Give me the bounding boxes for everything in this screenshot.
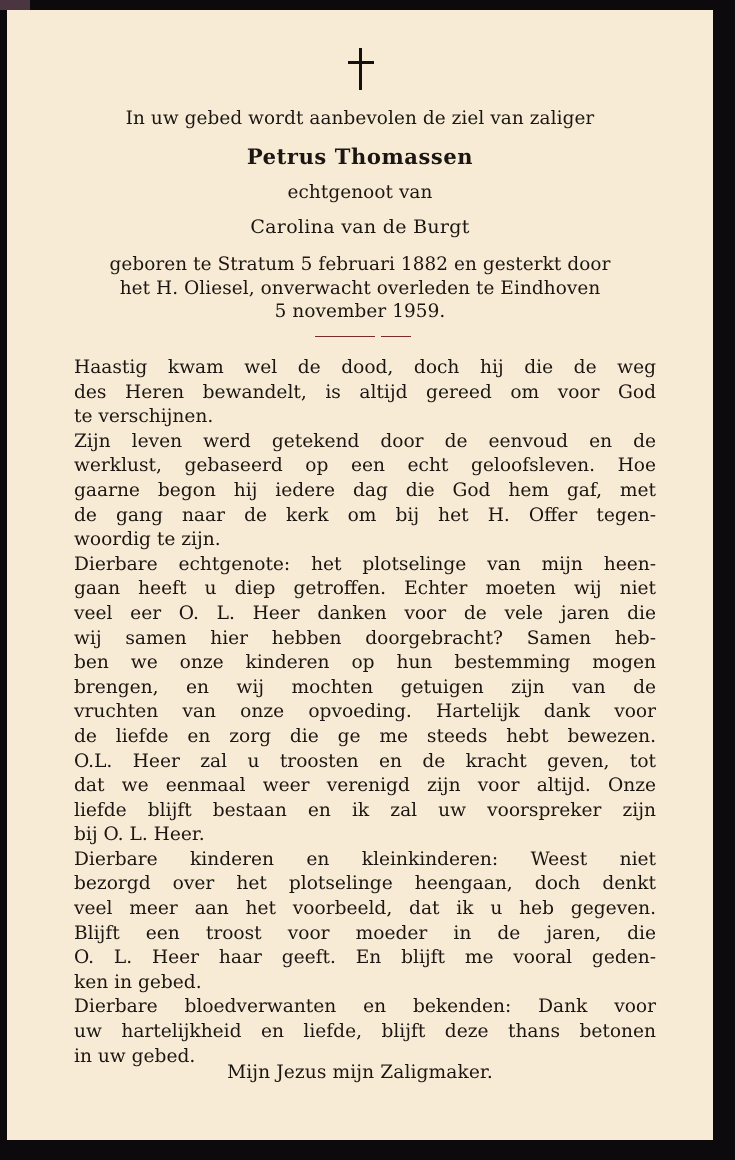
body-line: bij O. L. Heer. [74, 824, 205, 846]
body-line: Dierbare echtgenote: het plotselinge van mijn heen- [74, 553, 656, 575]
body-line: vruchten van onze opvoeding. Hartelijk dank voor [74, 701, 656, 723]
relation-text: echtgenoot van [287, 182, 433, 203]
details-line-3: 5 november 1959. [274, 301, 446, 322]
memorial-card [7, 10, 713, 1140]
details-line-2: het H. Oliesel, onverwacht overleden te Eindhoven [119, 278, 601, 299]
intro-text: In uw gebed wordt aanbevolen de ziel van zaliger [125, 108, 595, 129]
deceased-name: Petrus Thomassen [246, 144, 474, 169]
body-line: ken in gebed. [74, 971, 202, 993]
body-text [74, 356, 656, 1069]
body-line: liefde blijft bestaan en ik zal uw voorspreker zijn [74, 799, 656, 821]
body-line: Blijft een troost voor moeder in de jaren, die [74, 922, 656, 944]
body-line: de liefde en zorg die ge me steeds hebt bewezen. [74, 725, 656, 747]
body-line: brengen, en wij mochten getuigen zijn van de [74, 676, 656, 698]
details-line-1: geboren te Stratum 5 februari 1882 en gesterkt door [109, 254, 611, 275]
body-line: te verschijnen. [74, 406, 214, 428]
body-line: Zijn leven werd getekend door de eenvoud en de [74, 430, 656, 452]
body-line: Haastig kwam wel de dood, doch hij die de weg [74, 357, 656, 378]
body-line: des Heren bewandelt, is altijd gereed om voor God [74, 381, 656, 403]
body-line: Dierbare kinderen en kleinkinderen: Weest niet [74, 848, 656, 870]
spouse-name: Carolina van de Burgt [250, 216, 470, 238]
body-line: O.L. Heer zal u troosten en de kracht geven, tot [74, 750, 656, 772]
body-line: O. L. Heer haar geeft. En blijft me vooral geden- [74, 947, 656, 969]
body-line: veel eer O. L. Heer danken voor de vele jaren die [74, 602, 656, 624]
body-line: bezorgd over het plotselinge heengaan, doch denkt [74, 873, 656, 895]
body-line: wij samen hier hebben doorgebracht? Samen heb- [74, 627, 656, 649]
body-line: dat we eenmaal weer verenigd zijn voor altijd. Onze [74, 775, 656, 797]
body-line: gaan heeft u diep getroffen. Echter moeten wij niet [74, 578, 656, 600]
divider [315, 336, 411, 337]
closing-line: Mijn Jezus mijn Zaligmaker. [227, 1062, 493, 1083]
body-line: woordig te zijn. [74, 529, 221, 551]
body-line: uw hartelijkheid en liefde, blijft deze thans betonen [74, 1021, 656, 1043]
cross-icon [348, 48, 374, 90]
body-line: Dierbare bloedverwanten en bekenden: Dank voor [74, 996, 656, 1018]
body-line: werklust, gebaseerd op een echt geloofsleven. Hoe [74, 455, 656, 477]
body-line: veel meer aan het voorbeeld, dat ik u heb gegeven. [74, 898, 656, 920]
body-line: gaarne begon hij iedere dag die God hem gaf, met [74, 479, 656, 501]
body-line: de gang naar de kerk om bij het H. Offer tegen- [74, 504, 656, 526]
body-line: ben we onze kinderen op hun bestemming mogen [74, 652, 656, 674]
body-line: in uw gebed. [74, 1045, 196, 1067]
scan-corner [0, 0, 30, 10]
